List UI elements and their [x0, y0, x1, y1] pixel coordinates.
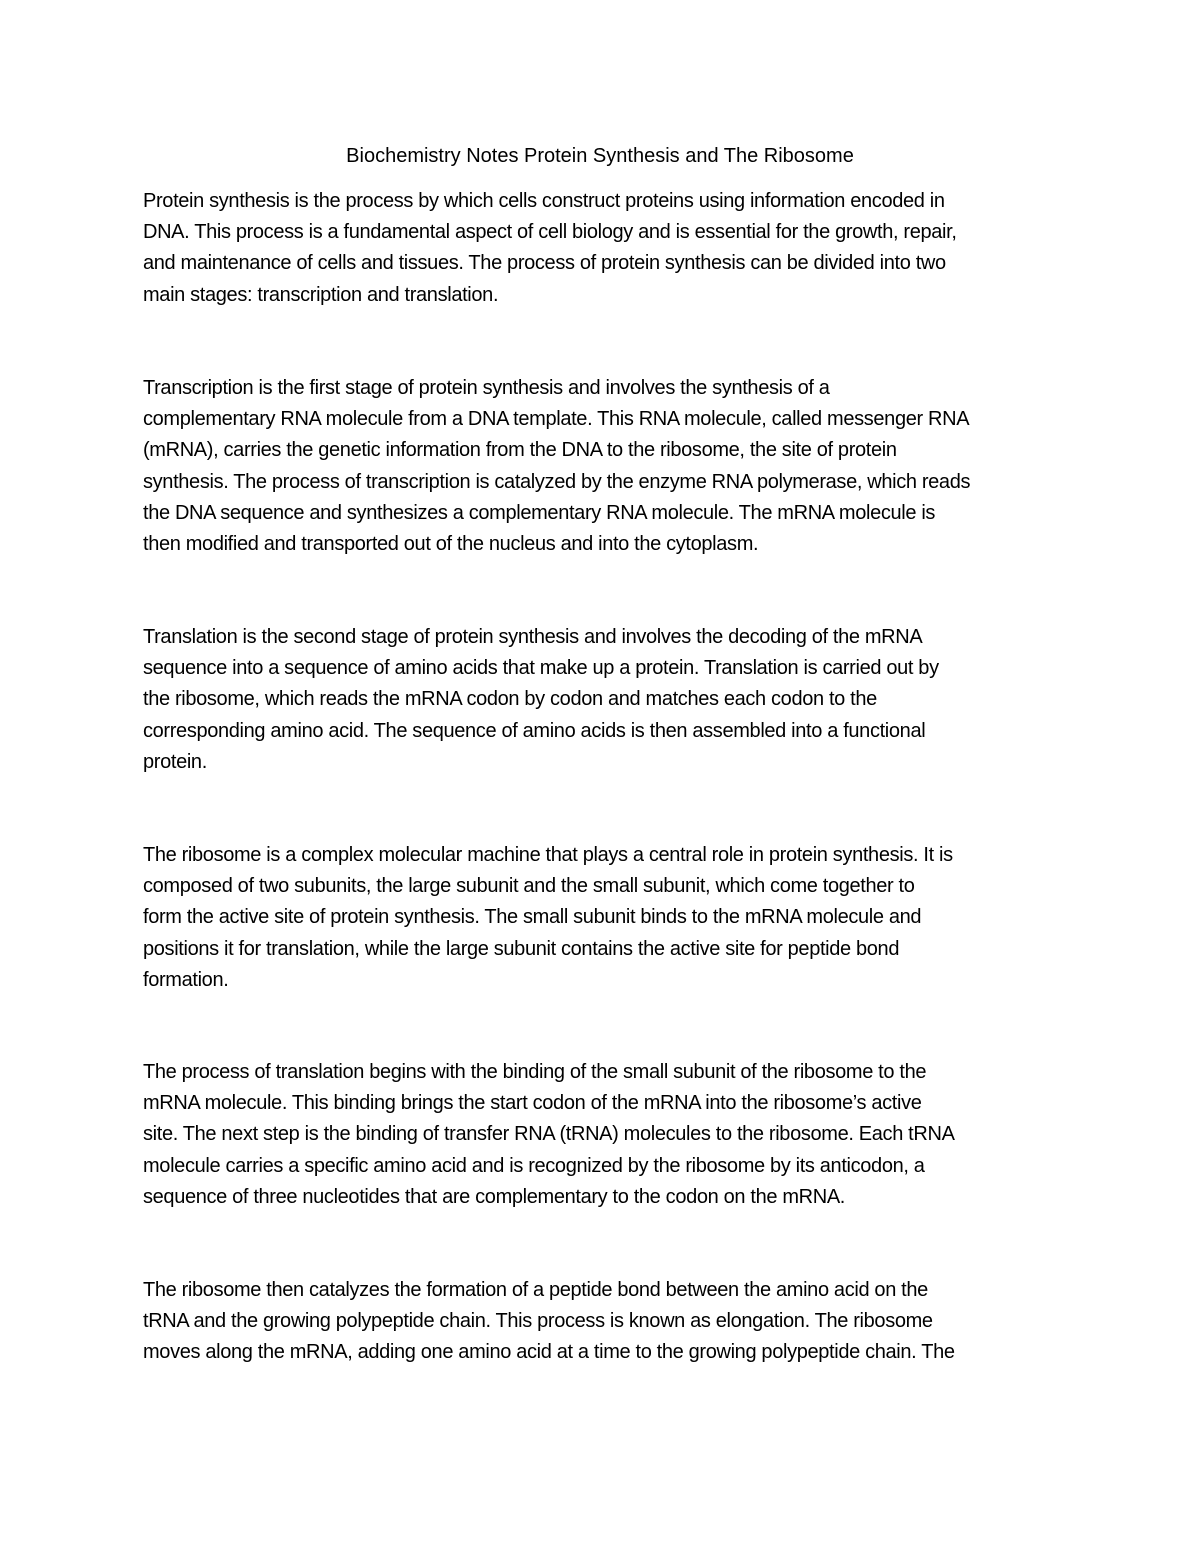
paragraph-intro — [143, 186, 1063, 311]
paragraph-translation — [143, 622, 1063, 778]
text-line: (mRNA), carries the genetic information from the DNA to the ribosome, the site of protein — [143, 439, 897, 462]
text-line: formation. — [143, 968, 229, 991]
text-line: tRNA and the growing polypeptide chain. This process is known as elongation. The ribosome — [143, 1310, 933, 1333]
text-line: sequence into a sequence of amino acids that make up a protein. Translation is carried out by — [143, 657, 939, 680]
text-line: complementary RNA molecule from a DNA template. This RNA molecule, called messenger RNA — [143, 408, 970, 431]
text-line: form the active site of protein synthesis. The small subunit binds to the mRNA molecule and — [143, 906, 922, 929]
text-line: Protein synthesis is the process by which cells construct proteins using information encoded in — [143, 190, 945, 212]
text-line: site. The next step is the binding of transfer RNA (tRNA) molecules to the ribosome. Each tRNA — [143, 1123, 955, 1146]
text-line: Translation is the second stage of protein synthesis and involves the decoding of the mRNA — [143, 626, 923, 648]
paragraph-ribosome — [143, 840, 1063, 996]
text-line: then modified and transported out of the nucleus and into the cytoplasm. — [143, 533, 759, 556]
text-line: mRNA molecule. This binding brings the start codon of the mRNA into the ribosome’s active — [143, 1092, 922, 1115]
text-line: composed of two subunits, the large subunit and the small subunit, which come together to — [143, 875, 915, 898]
text-line: Transcription is the first stage of protein synthesis and involves the synthesis of a — [143, 377, 830, 399]
text-line: sequence of three nucleotides that are complementary to the codon on the mRNA. — [143, 1185, 846, 1208]
text-line: synthesis. The process of transcription is catalyzed by the enzyme RNA polymerase, which reads — [143, 470, 971, 493]
document-title: Biochemistry Notes Protein Synthesis and The Ribosome — [346, 145, 854, 167]
text-line: main stages: transcription and translation. — [143, 283, 499, 306]
text-line: molecule carries a specific amino acid and is recognized by the ribosome by its anticodon, a — [143, 1154, 925, 1177]
text-line: the ribosome, which reads the mRNA codon by codon and matches each codon to the — [143, 688, 877, 711]
text-line: The process of translation begins with the binding of the small subunit of the ribosome to the — [143, 1061, 927, 1083]
text-line: the DNA sequence and synthesizes a complementary RNA molecule. The mRNA molecule is — [143, 501, 936, 524]
paragraph-translation-process — [143, 1057, 1063, 1213]
paragraph-elongation — [143, 1275, 1063, 1369]
text-line: positions it for translation, while the large subunit contains the active site for peptide bond — [143, 937, 900, 960]
text-line: protein. — [143, 750, 207, 773]
text-line: The ribosome then catalyzes the formation of a peptide bond between the amino acid on the — [143, 1279, 928, 1301]
text-line: DNA. This process is a fundamental aspect of cell biology and is essential for the growth, repair, — [143, 221, 957, 244]
text-line: and maintenance of cells and tissues. The process of protein synthesis can be divided into two — [143, 252, 946, 275]
paragraph-transcription — [143, 373, 1063, 560]
text-line: The ribosome is a complex molecular machine that plays a central role in protein synthesis. It is — [143, 844, 953, 866]
text-line: moves along the mRNA, adding one amino acid at a time to the growing polypeptide chain. The — [143, 1341, 955, 1364]
text-line: corresponding amino acid. The sequence of amino acids is then assembled into a functional — [143, 719, 926, 742]
